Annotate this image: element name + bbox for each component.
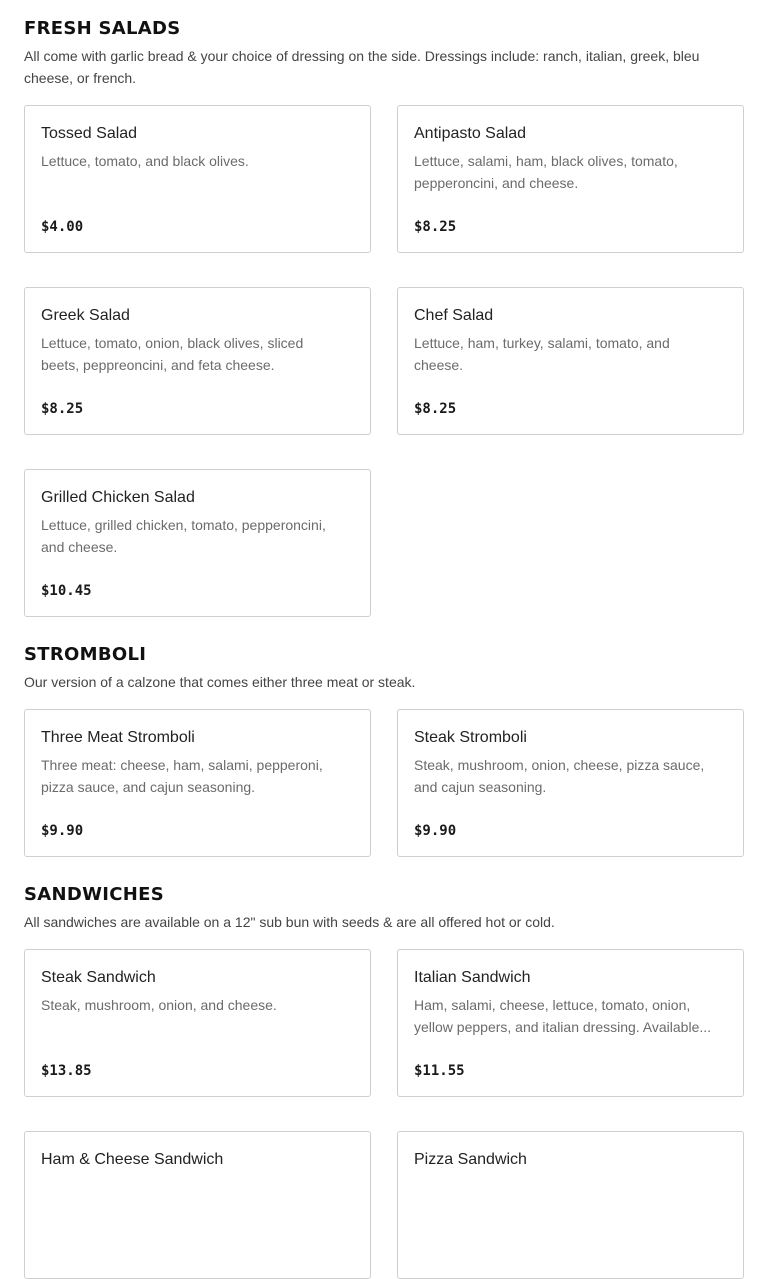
item-description: Lettuce, tomato, onion, black olives, sliced beets, peppreoncini, and feta cheese. <box>41 335 304 373</box>
item-description: Ham, salami, cheese, lettuce, tomato, onion, yellow peppers, and italian dressing. Available... <box>414 997 712 1035</box>
item-price: $10.45 <box>41 583 92 599</box>
item-price: $4.00 <box>41 219 84 235</box>
item-price: $8.25 <box>41 401 84 417</box>
item-description: Lettuce, ham, turkey, salami, tomato, and cheese. <box>414 335 670 373</box>
menu-item-antipasto-salad[interactable] <box>397 105 744 253</box>
item-name: Ham & Cheese Sandwich <box>41 1151 224 1168</box>
menu-item-steak-sandwich[interactable] <box>24 949 371 1097</box>
menu-item-steak-stromboli[interactable] <box>397 709 744 857</box>
item-price: $8.25 <box>414 401 457 417</box>
menu-item-pizza-sandwich[interactable] <box>397 1131 744 1279</box>
item-name: Antipasto Salad <box>414 125 527 142</box>
menu-item-three-meat-stromboli[interactable] <box>24 709 371 857</box>
item-price: $8.25 <box>414 219 457 235</box>
item-name: Pizza Sandwich <box>414 1151 527 1168</box>
item-price: $9.90 <box>414 823 457 839</box>
section-title-stromboli: STROMBOLI <box>24 644 147 665</box>
item-name: Steak Sandwich <box>41 969 156 986</box>
section-title-fresh-salads: FRESH SALADS <box>24 18 181 39</box>
item-name: Chef Salad <box>414 307 494 324</box>
item-description: Lettuce, salami, ham, black olives, tomato, pepperoncini, and cheese. <box>414 153 678 191</box>
item-name: Italian Sandwich <box>414 969 531 986</box>
section-description-fresh-salads: All come with garlic bread & your choice of dressing on the side. Dressings include: ranch, italian, greek, bleu cheese, or french. <box>24 48 700 86</box>
section-title-sandwiches: SANDWICHES <box>24 884 164 905</box>
item-name: Steak Stromboli <box>414 729 527 746</box>
item-price: $11.55 <box>414 1063 465 1079</box>
item-price: $9.90 <box>41 823 84 839</box>
item-description: Lettuce, grilled chicken, tomato, pepperoncini, and cheese. <box>41 517 326 555</box>
item-description: Lettuce, tomato, and black olives. <box>41 153 249 169</box>
item-description: Steak, mushroom, onion, cheese, pizza sauce, and cajun seasoning. <box>414 757 705 795</box>
item-name: Grilled Chicken Salad <box>41 489 195 506</box>
menu-item-tossed-salad[interactable] <box>24 105 371 253</box>
menu-item-grilled-chicken-salad[interactable] <box>24 469 371 617</box>
menu-item-italian-sandwich[interactable] <box>397 949 744 1097</box>
menu-item-chef-salad[interactable] <box>397 287 744 435</box>
section-description-stromboli: Our version of a calzone that comes either three meat or steak. <box>24 674 416 690</box>
item-name: Tossed Salad <box>41 125 138 142</box>
item-description: Three meat: cheese, ham, salami, pepperoni, pizza sauce, and cajun seasoning. <box>41 757 323 795</box>
section-description-sandwiches: All sandwiches are available on a 12" sub bun with seeds & are all offered hot or cold. <box>24 914 555 930</box>
menu-item-ham-cheese-sandwich[interactable] <box>24 1131 371 1279</box>
item-name: Three Meat Stromboli <box>41 729 195 746</box>
item-name: Greek Salad <box>41 307 130 324</box>
item-description: Steak, mushroom, onion, and cheese. <box>41 997 277 1013</box>
menu-item-greek-salad[interactable] <box>24 287 371 435</box>
item-price: $13.85 <box>41 1063 92 1079</box>
